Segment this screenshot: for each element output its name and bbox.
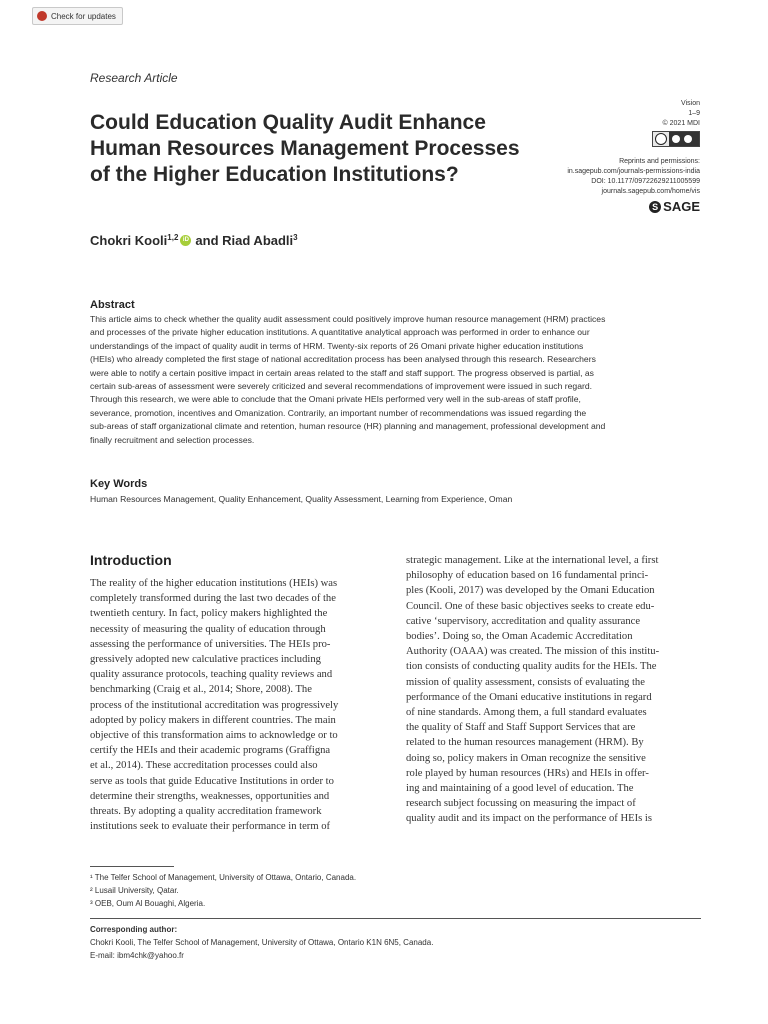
footnotes [90,871,356,910]
body-line: threats. By adopting a quality accreditation framework [90,806,322,818]
abstract-line: sub-areas of staff organizational climate and retention, human resource (HR) planning and management, professional development and [90,421,606,432]
crossmark-icon [37,11,47,21]
title-line: of the Higher Education Institutions? [90,163,459,186]
footnote-divider [90,866,174,867]
keywords-text: Human Resources Management, Quality Enhancement, Quality Assessment, Learning from Experience, Oman [90,494,513,504]
body-line: role played by human resources (HRs) and HEIs in offer- [406,767,649,779]
body-line: completely transformed during the last two decades of the [90,593,336,605]
paper-title [90,110,550,188]
body-line: adopted by policy makers in different countries. The main [90,714,336,726]
sage-logo [500,201,700,213]
body-line: assessing the performance of universities. The HEIs pro- [90,638,331,650]
body-line: research subject focussing on measuring the impact of [406,798,636,810]
abstract-line: Through this research, we were able to conclude that the Omani private HEIs performed very well in the sub-areas of staff profile, [90,394,581,405]
body-line: serve as tools that guide Educative Institutions in order to [90,775,334,787]
author-affiliation-marker: 1,2 [167,233,179,242]
body-line: related to the human resources management (HRM). By [406,737,644,749]
corresponding-author [90,923,433,962]
author-name: Chokri Kooli [90,233,168,248]
body-line: of nine standards. Among them, a full standard evaluates [406,707,647,719]
author-list [90,233,298,248]
title-line: Human Resources Management Processes [90,137,520,160]
author-affiliation-marker: 3 [293,233,298,242]
copyright: © 2021 MDI [662,120,700,127]
corresponding-label: Corresponding author: [90,925,178,934]
journal-name: Vision [681,100,700,107]
page-range: 1–9 [688,110,700,117]
check-for-updates-label: Check for updates [51,11,116,21]
abstract-line: understandings of the impact of quality audit in terms of HRM. Twenty-six reports of 26 Omani private higher education institutions [90,340,584,351]
body-line: The reality of the higher education institutions (HEIs) was [90,578,338,589]
reprints-label: Reprints and permissions: [619,158,700,165]
body-line: twentieth century. In fact, policy makers highlighted the [90,608,328,620]
sage-s-icon: S [649,201,661,213]
body-line: philosophy of education based on 16 fundamental princi- [406,570,649,582]
body-line: performance of the Omani educative institutions in regard [406,691,652,703]
abstract-text [90,313,701,447]
abstract-line: This article aims to check whether the quality audit assessment could positively improve human resource management (HRM) practices [90,314,606,324]
body-line: doing so, policy makers in Oman recognize the sensitive [406,752,646,764]
doi[interactable]: DOI: 10.1177/09722629211005599 [591,178,700,185]
abstract-line: (HEIs) who already completed the first stage of national accreditation process has been analysed through this research. Researchers [90,354,596,365]
publisher-name: SAGE [663,199,700,214]
introduction-heading: Introduction [90,552,172,568]
author-name: and Riad Abadli [195,233,294,248]
body-line: bodies’. Doing so, the Oman Academic Accreditation [406,631,633,643]
abstract-line: certain sub-areas of assessment were severely criticized and several recommendations of improvement were issued in such regard. [90,381,593,392]
corresponding-email[interactable]: E-mail: ibm4chk@yahoo.fr [90,951,184,960]
abstract-line: severance, promotion, incentives and Omanization. Contrarily, an important number of recommendations was issued regarding the [90,407,587,418]
body-line: Authority (OAAA) was created. The mission of this institu- [406,646,660,658]
footnote: ³ OEB, Oum Al Bouaghi, Algeria. [90,899,206,908]
body-line: determine their strengths, weaknesses, opportunities and [90,790,330,802]
body-line: gressively adopted new calculative practices including [90,654,321,666]
title-line: Could Education Quality Audit Enhance [90,111,486,134]
body-line: the quality of Staff and Staff Support Services that are [406,722,636,734]
reprints-link[interactable]: in.sagepub.com/journals-permissions-india [567,168,700,175]
body-line: strategic management. Like at the international level, a first [406,555,659,566]
body-line: benchmarking (Craig et al., 2014; Shore, 2008). The [90,684,312,696]
body-column-right [406,553,700,827]
abstract-line: and processes of the private higher education institutions. A quantitative analytical approach was performed in order to enhance our [90,327,590,338]
article-type: Research Article [90,71,178,85]
corresponding-address: Chokri Kooli, The Telfer School of Management, University of Ottawa, Ontario K1N 6N5, Canada. [90,938,434,947]
footnote: ¹ The Telfer School of Management, University of Ottawa, Ontario, Canada. [90,873,357,882]
body-line: mission of quality assessment, consists of evaluating the [406,676,645,688]
creative-commons-icon [652,131,700,147]
body-line: tion consists of conducting quality audits for the HEIs. The [406,661,657,673]
orcid-icon[interactable]: iD [180,235,191,246]
journal-link[interactable]: journals.sagepub.com/home/vis [601,188,700,195]
body-line: quality assurance protocols, teaching quality reviews and [90,669,333,681]
body-line: process of the institutional accreditation was progressively [90,699,339,711]
body-line: et al., 2014). These accreditation processes could also [90,760,318,772]
body-line: certify the HEIs and their academic programs (Graffigna [90,745,331,757]
abstract-line: finally recruitment and selection processes. [90,434,255,445]
body-line: Council. One of these basic objectives seeks to create edu- [406,600,655,612]
footnote: ² Lusail University, Qatar. [90,886,179,895]
body-line: ing and maintaining of a good level of education. The [406,783,634,795]
journal-meta [500,99,700,213]
body-line: necessity of measuring the quality of education through [90,623,326,635]
body-line: objective of this transformation aims to acknowledge or to [90,730,338,742]
body-line: cative ‘supervisory, accreditation and quality assurance [406,615,641,627]
check-for-updates-button[interactable] [32,7,123,25]
body-column-left [90,576,384,834]
body-line: institutions seek to evaluate their performance in term of [90,821,331,833]
body-line: ples (Kooli, 2017) was developed by the Omani Education [406,585,655,597]
abstract-heading: Abstract [90,299,135,311]
abstract-line: were able to notify a certain positive impact in certain areas related to the staff and staff support. The progress observed is partial, as [90,367,594,378]
body-line: quality audit and its impact on the performance of HEIs is [406,813,652,825]
corresponding-divider [90,918,701,919]
keywords-heading: Key Words [90,478,148,490]
